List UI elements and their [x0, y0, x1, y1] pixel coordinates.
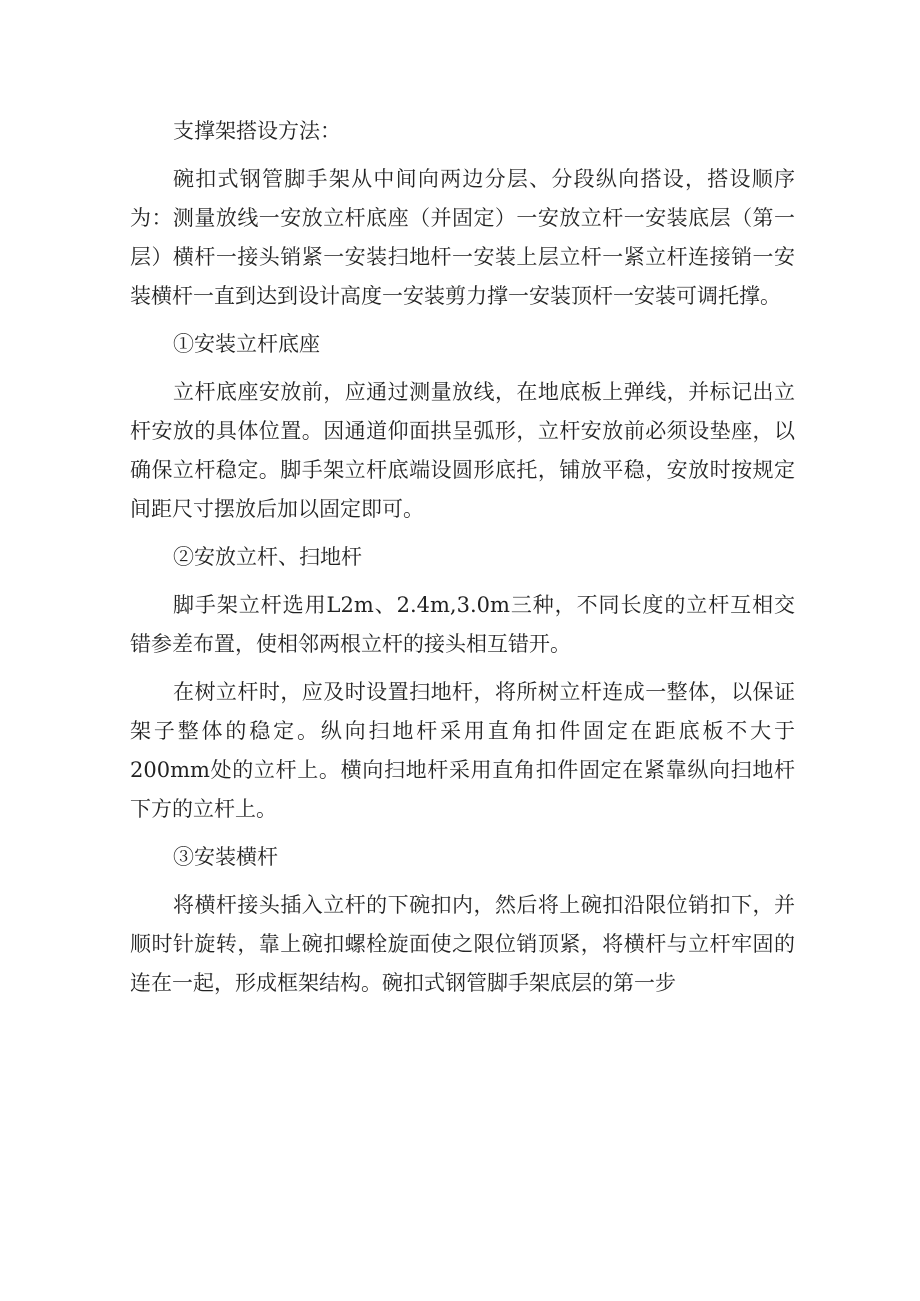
- paragraph-crossbar-installation: 将横杆接头插入立杆的下碗扣内，然后将上碗扣沿限位销扣下，并顺时针旋转，靠上碗扣螺栓旋面使之限位销顶紧，将横杆与立杆牢固的连在一起，形成框架结构。碗扣式钢管脚手架底层的第一步: [130, 893, 795, 995]
- paragraph-pole-lengths: 脚手架立杆选用L2m、2.4m,3.0m三种，不同长度的立杆互相交错参差布置，使相邻两根立杆的接头相互错开。: [130, 593, 795, 656]
- paragraph-base-installation: 立杆底座安放前，应通过测量放线，在地底板上弹线，并标记出立杆安放的具体位置。因通道仰面拱呈弧形，立杆安放前必须设垫座，以确保立杆稳定。脚手架立杆底端设圆形底托，铺放平稳，安放时按规定间距尺寸摆放后加以固定即可。: [130, 380, 795, 521]
- step-heading-install-base: ①安装立杆底座: [173, 332, 320, 356]
- step-heading-install-crossbars: ③安装横杆: [173, 845, 278, 869]
- section-title-support-frame-method: 支撑架搭设方法：: [173, 119, 341, 143]
- step-heading-install-poles-sweep-rods: ②安放立杆、扫地杆: [173, 545, 362, 569]
- paragraph-sweep-rods: 在树立杆时，应及时设置扫地杆，将所树立杆连成一整体，以保证架子整体的稳定。纵向扫地杆采用直角扣件固定在距底板不大于200mm处的立杆上。横向扫地杆采用直角扣件固定在紧靠纵向扫地杆下方的立杆上。: [130, 680, 795, 821]
- document-body: [130, 112, 795, 1012]
- paragraph-erection-sequence: 碗扣式钢管脚手架从中间向两边分层、分段纵向搭设，搭设顺序为：测量放线一安放立杆底座（并固定）一安放立杆一安装底层（第一层）横杆一接头销紧一安装扫地杆一安装上层立杆一紧立杆连接销一安装横杆一直到达到设计高度一安装剪力撑一安装顶杆一安装可调托撑。: [130, 167, 795, 308]
